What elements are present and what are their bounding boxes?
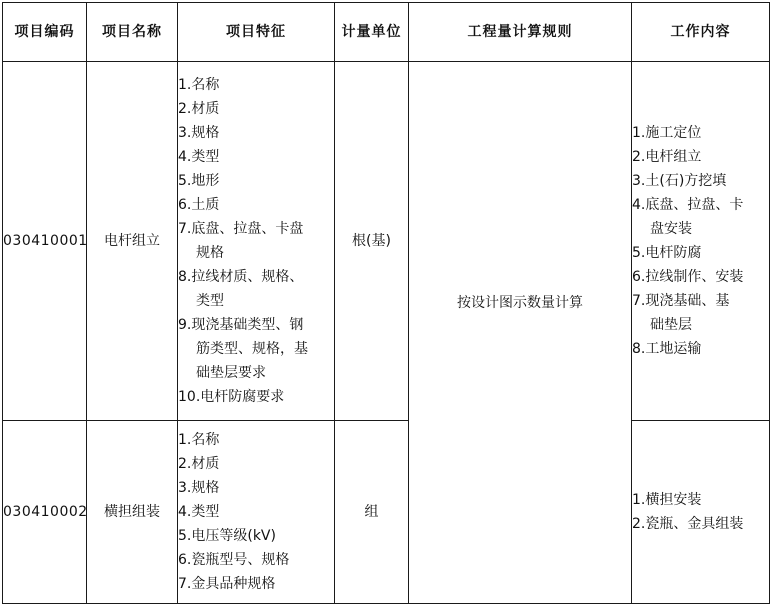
work-line: 1.施工定位 (632, 125, 702, 141)
work-line: 2.瓷瓶、金具组装 (632, 516, 744, 532)
item-features (178, 62, 335, 421)
feature-line: 6.瓷瓶型号、规格 (178, 552, 290, 568)
item-code: 030410001 (3, 62, 87, 421)
work-line: 4.底盘、拉盘、卡 (632, 197, 744, 213)
item-features (178, 421, 335, 604)
feature-line: 1.名称 (178, 77, 220, 93)
feature-line: 8.拉线材质、规格、 (178, 269, 304, 285)
work-line: 7.现浇基础、基 (632, 293, 730, 309)
header-code: 项目编码 (3, 3, 87, 62)
work-line: 8.工地运输 (632, 341, 702, 357)
feature-line: 4.类型 (178, 149, 220, 165)
work-line: 5.电杆防腐 (632, 245, 702, 261)
item-unit: 根(基) (335, 62, 409, 421)
item-unit: 组 (335, 421, 409, 604)
table-row (3, 62, 770, 421)
feature-line: 类型 (196, 293, 224, 309)
item-code: 030410002 (3, 421, 87, 604)
work-line: 6.拉线制作、安装 (632, 269, 744, 285)
feature-line: 10.电杆防腐要求 (178, 389, 285, 405)
feature-line: 7.金具品种规格 (178, 576, 276, 592)
work-line: 础垫层 (650, 317, 692, 333)
feature-line: 础垫层要求 (196, 365, 266, 381)
header-name: 项目名称 (87, 3, 178, 62)
work-line: 1.横担安装 (632, 492, 702, 508)
work-line: 盘安装 (650, 221, 692, 237)
work-line: 2.电杆组立 (632, 149, 702, 165)
feature-line: 7.底盘、拉盘、卡盘 (178, 221, 304, 237)
work-line: 3.土(石)方挖填 (632, 173, 727, 189)
header-rule: 工程量计算规则 (409, 3, 632, 62)
item-work (632, 62, 770, 421)
table-row (3, 421, 770, 604)
feature-line: 3.规格 (178, 125, 220, 141)
feature-line: 3.规格 (178, 480, 220, 496)
feature-line: 5.地形 (178, 173, 220, 189)
item-name: 横担组装 (87, 421, 178, 604)
feature-line: 6.土质 (178, 197, 220, 213)
feature-line: 4.类型 (178, 504, 220, 520)
item-name: 电杆组立 (87, 62, 178, 421)
calc-rule: 按设计图示数量计算 (409, 62, 632, 604)
feature-line: 9.现浇基础类型、钢 (178, 317, 304, 333)
item-work (632, 421, 770, 604)
feature-line: 规格 (196, 245, 224, 261)
quantity-spec-table (2, 2, 770, 604)
header-features: 项目特征 (178, 3, 335, 62)
feature-line: 2.材质 (178, 456, 220, 472)
header-row (3, 3, 770, 62)
feature-line: 1.名称 (178, 432, 220, 448)
header-work: 工作内容 (632, 3, 770, 62)
feature-line: 2.材质 (178, 101, 220, 117)
feature-line: 筋类型、规格，基 (196, 341, 308, 357)
feature-line: 5.电压等级(kV) (178, 528, 276, 544)
header-unit: 计量单位 (335, 3, 409, 62)
